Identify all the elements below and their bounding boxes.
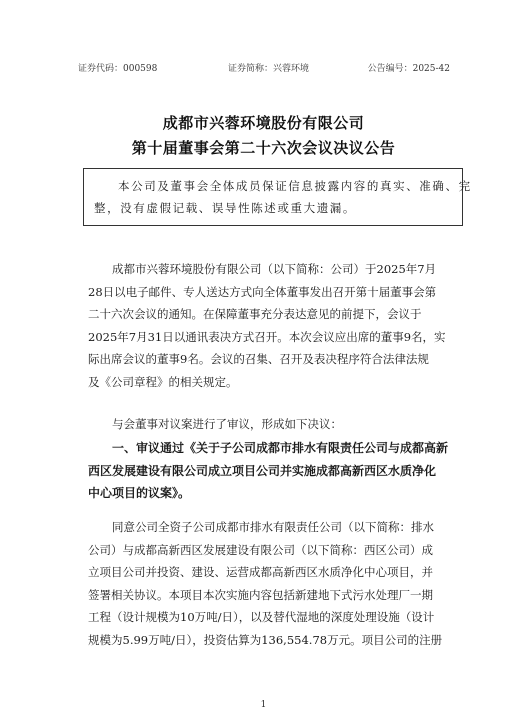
disclaimer-line: 整，没有虚假记载、误导性陈述或重大遗漏。 — [94, 201, 356, 215]
paragraph-line: 二十六次会议的通知。在保障董事充分表达意见的前提下，会议于 — [88, 307, 422, 321]
resolution-detail-paragraph — [88, 516, 460, 651]
heading-line: 西区发展建设有限公司成立项目公司并实施成都高新西区水质净化 — [88, 463, 437, 478]
paragraph-line: 及《公司章程》的相关规定。 — [88, 374, 238, 389]
resolution-intro — [88, 413, 460, 436]
resolution-heading — [88, 437, 460, 505]
paragraph-line: 际出席会议的董事9名。会议的召集、召开及表决程序符合法律法规 — [88, 352, 429, 366]
paragraph-line: 签署相关协议。本项目本次实施内容包括新建地下式污水处理厂一期 — [88, 587, 433, 602]
paragraph-line: 立项目公司并投资、建设、运营成都高新西区水质净化中心项目，并 — [88, 565, 433, 579]
paragraph-line: 规模为5.99万吨/日），投资估算为136,554.78万元。项目公司的注册 — [88, 632, 443, 647]
page-number: 1 — [260, 700, 267, 710]
heading-line: 中心项目的议案》。 — [88, 486, 191, 500]
disclaimer-box — [83, 168, 472, 226]
heading-line: 一、审议通过《关于子公司成都市排水有限责任公司与成都高新 — [112, 441, 449, 455]
disclaimer-line: 本公司及董事会全体成员保证信息披露内容的真实、准确、完 — [118, 179, 472, 193]
paragraph-line: 28日以电子邮件、专人送达方式向全体董事发出召开第十届董事会第 — [88, 284, 437, 299]
paragraph-line: 公司）与成都高新西区发展建设有限公司（以下简称：西区公司）成 — [88, 542, 433, 557]
paragraph-line: 同意公司全资子公司成都市排水有限责任公司（以下简称：排水 — [112, 520, 434, 534]
stock-code: 证券代码：000598 — [78, 64, 158, 74]
stock-name: 证券简称：兴蓉环境 — [228, 64, 310, 74]
paragraph-line: 成都市兴蓉环境股份有限公司（以下简称：公司）于2025年7月 — [112, 262, 437, 276]
announcement-title: 第十届董事会第二十六次会议决议公告 — [131, 139, 396, 157]
paragraph-line: 与会董事对议案进行了审议，形成如下决议： — [112, 417, 342, 431]
paragraph-line: 工程（设计规模为10万吨/日），以及替代湿地的深度处理设施（设计 — [88, 610, 435, 624]
paragraph-line: 2025年7月31日以通讯表决方式召开。本次会议应出席的董事9名，实 — [88, 329, 446, 344]
meeting-info-paragraph — [88, 258, 460, 393]
company-title: 成都市兴蓉环境股份有限公司 — [162, 114, 365, 132]
announcement-number: 公告编号：2025-42 — [367, 64, 450, 74]
document-header — [78, 62, 450, 76]
